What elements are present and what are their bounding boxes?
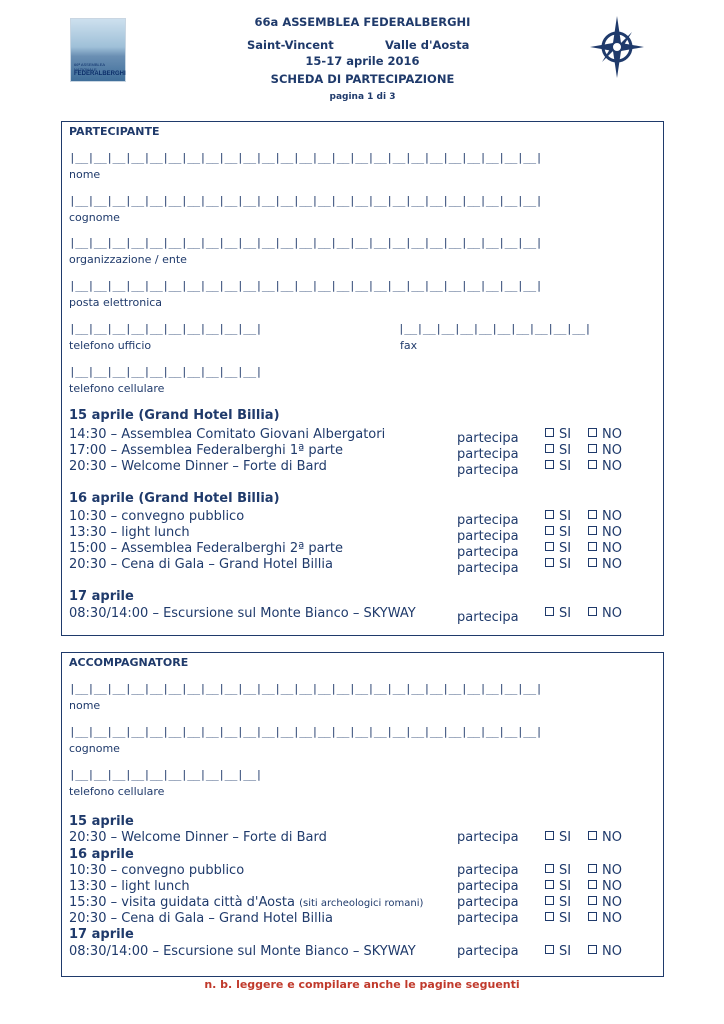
cellulare-field[interactable]: |__|__|__|__|__|__|__|__|__|__| — [69, 365, 262, 378]
page-number: pagina 1 di 3 — [329, 92, 396, 102]
no-label: NO — [602, 830, 622, 845]
si-checkbox[interactable] — [545, 606, 571, 621]
partecipa-label: partecipa — [457, 911, 519, 926]
partecipa-label: partecipa — [457, 431, 519, 446]
no-checkbox[interactable] — [588, 944, 622, 959]
partecipa-label: partecipa — [457, 529, 519, 544]
footer-note: n. b. leggere e compilare anche le pagine seguenti — [204, 978, 520, 991]
checkbox-icon — [588, 880, 597, 889]
checkbox-icon — [588, 912, 597, 921]
no-label: NO — [602, 427, 622, 442]
c-event-visit — [69, 895, 423, 910]
organizzazione-label: organizzazione / ente — [69, 253, 187, 266]
checkbox-icon — [545, 526, 554, 535]
companion-cognome-label: cognome — [69, 742, 120, 755]
partecipa-label: partecipa — [457, 561, 519, 576]
no-label: NO — [602, 557, 622, 572]
checkbox-icon — [588, 896, 597, 905]
checkbox-icon — [588, 864, 597, 873]
si-label: SI — [559, 606, 572, 621]
no-checkbox[interactable] — [588, 830, 622, 845]
p-day1-title: 15 aprile (Grand Hotel Billia) — [69, 408, 280, 423]
si-checkbox[interactable] — [545, 443, 571, 458]
email-field[interactable]: |__|__|__|__|__|__|__|__|__|__|__|__|__|__|__|__|__|__|__|__|__|__|__|__|__| — [69, 279, 542, 292]
si-label: SI — [559, 525, 572, 540]
c-event: 20:30 – Cena di Gala – Grand Hotel Billia — [69, 911, 333, 926]
companion-cellulare-label: telefono cellulare — [69, 785, 165, 798]
no-label: NO — [602, 459, 622, 474]
no-label: NO — [602, 911, 622, 926]
checkbox-icon — [588, 542, 597, 551]
p-event: 10:30 – convegno pubblico — [69, 509, 245, 524]
checkbox-icon — [588, 444, 597, 453]
event-city: Saint-Vincent — [247, 38, 334, 52]
companion-section — [61, 652, 664, 977]
checkbox-icon — [588, 831, 597, 840]
checkbox-icon — [588, 526, 597, 535]
no-label: NO — [602, 443, 622, 458]
si-checkbox[interactable] — [545, 944, 571, 959]
c-event: 10:30 – convegno pubblico — [69, 863, 245, 878]
logo-text — [74, 62, 126, 77]
p-day3-title: 17 aprile — [69, 589, 134, 604]
no-checkbox[interactable] — [588, 509, 622, 524]
no-label: NO — [602, 509, 622, 524]
si-label: SI — [559, 557, 572, 572]
p-day2-title: 16 aprile (Grand Hotel Billia) — [69, 491, 280, 506]
partecipa-label: partecipa — [457, 545, 519, 560]
companion-cognome-field[interactable]: |__|__|__|__|__|__|__|__|__|__|__|__|__|__|__|__|__|__|__|__|__|__|__|__|__| — [69, 725, 542, 738]
si-label: SI — [559, 830, 572, 845]
c-day2-title: 16 aprile — [69, 847, 134, 862]
checkbox-icon — [545, 542, 554, 551]
organizzazione-field[interactable]: |__|__|__|__|__|__|__|__|__|__|__|__|__|__|__|__|__|__|__|__|__|__|__|__|__| — [69, 236, 542, 249]
si-label: SI — [559, 459, 572, 474]
partecipa-label: partecipa — [457, 895, 519, 910]
si-label: SI — [559, 863, 572, 878]
logo-line2: FEDERALBERGHI — [74, 71, 126, 77]
no-checkbox[interactable] — [588, 863, 622, 878]
partecipa-label: partecipa — [457, 944, 519, 959]
choice-row — [457, 606, 519, 625]
partecipa-label: partecipa — [457, 513, 519, 528]
participant-title: PARTECIPANTE — [69, 125, 160, 138]
no-checkbox[interactable] — [588, 427, 622, 442]
companion-title: ACCOMPAGNATORE — [69, 656, 189, 669]
no-label: NO — [602, 879, 622, 894]
p-event: 20:30 – Welcome Dinner – Forte di Bard — [69, 459, 327, 474]
no-checkbox[interactable] — [588, 459, 622, 474]
c-day1-title: 15 aprile — [69, 814, 134, 829]
si-label: SI — [559, 911, 572, 926]
si-checkbox[interactable] — [545, 863, 571, 878]
compass-icon — [588, 14, 646, 80]
checkbox-icon — [545, 896, 554, 905]
si-checkbox[interactable] — [545, 911, 571, 926]
checkbox-icon — [545, 607, 554, 616]
event-region: Valle d'Aosta — [385, 38, 470, 52]
si-checkbox[interactable] — [545, 879, 571, 894]
checkbox-icon — [588, 428, 597, 437]
partecipa-label: partecipa — [457, 463, 519, 478]
partecipa-label: partecipa — [457, 863, 519, 878]
nome-field[interactable]: |__|__|__|__|__|__|__|__|__|__|__|__|__|__|__|__|__|__|__|__|__|__|__|__|__| — [69, 151, 542, 164]
partecipa-label: partecipa — [457, 610, 519, 625]
si-label: SI — [559, 944, 572, 959]
checkbox-icon — [588, 607, 597, 616]
no-checkbox[interactable] — [588, 541, 622, 556]
no-checkbox[interactable] — [588, 525, 622, 540]
companion-nome-label: nome — [69, 699, 101, 712]
no-checkbox[interactable] — [588, 443, 622, 458]
checkbox-icon — [588, 510, 597, 519]
si-checkbox[interactable] — [545, 895, 571, 910]
si-label: SI — [559, 427, 572, 442]
checkbox-icon — [545, 558, 554, 567]
p-event: 20:30 – Cena di Gala – Grand Hotel Billia — [69, 557, 333, 572]
visit-text: 15:30 – visita guidata città d'Aosta — [69, 895, 295, 910]
checkbox-icon — [545, 864, 554, 873]
federalberghi-logo — [70, 18, 126, 82]
no-checkbox[interactable] — [588, 879, 622, 894]
si-label: SI — [559, 895, 572, 910]
checkbox-icon — [545, 945, 554, 954]
no-label: NO — [602, 541, 622, 556]
checkbox-icon — [545, 460, 554, 469]
event-title: 66a ASSEMBLEA FEDERALBERGHI — [254, 15, 471, 29]
checkbox-icon — [545, 912, 554, 921]
si-checkbox[interactable] — [545, 509, 571, 524]
checkbox-icon — [588, 460, 597, 469]
telefono-ufficio-field[interactable]: |__|__|__|__|__|__|__|__|__|__| — [69, 322, 262, 335]
checkbox-icon — [545, 510, 554, 519]
partecipa-label: partecipa — [457, 830, 519, 845]
nome-label: nome — [69, 168, 101, 181]
no-label: NO — [602, 525, 622, 540]
no-checkbox[interactable] — [588, 557, 622, 572]
cellulare-label: telefono cellulare — [69, 382, 165, 395]
no-checkbox[interactable] — [588, 606, 622, 621]
p-event: 17:00 – Assemblea Federalberghi 1ª parte — [69, 443, 344, 458]
c-day3-title: 17 aprile — [69, 927, 134, 942]
cognome-label: cognome — [69, 211, 120, 224]
c-event: 13:30 – light lunch — [69, 879, 190, 894]
no-label: NO — [602, 606, 622, 621]
no-checkbox[interactable] — [588, 911, 622, 926]
p-event: 14:30 – Assemblea Comitato Giovani Albergatori — [69, 427, 386, 442]
si-checkbox[interactable] — [545, 427, 571, 442]
si-label: SI — [559, 879, 572, 894]
cognome-field[interactable]: |__|__|__|__|__|__|__|__|__|__|__|__|__|__|__|__|__|__|__|__|__|__|__|__|__| — [69, 194, 542, 207]
telefono-ufficio-label: telefono ufficio — [69, 339, 152, 352]
partecipa-label: partecipa — [457, 447, 519, 462]
si-checkbox[interactable] — [545, 541, 571, 556]
checkbox-icon — [545, 880, 554, 889]
p-event: 13:30 – light lunch — [69, 525, 190, 540]
partecipa-label: partecipa — [457, 879, 519, 894]
email-label: posta elettronica — [69, 296, 163, 309]
checkbox-icon — [545, 444, 554, 453]
checkbox-icon — [588, 945, 597, 954]
no-label: NO — [602, 944, 622, 959]
checkbox-icon — [588, 558, 597, 567]
p-event: 08:30/14:00 – Escursione sul Monte Bianco – SKYWAY — [69, 606, 416, 621]
fax-label: fax — [400, 339, 418, 352]
si-label: SI — [559, 443, 572, 458]
checkbox-icon — [545, 428, 554, 437]
logo-line1: 66ª ASSEMBLEA NAZIONALE — [74, 62, 105, 72]
p-event: 15:00 – Assemblea Federalberghi 2ª parte — [69, 541, 344, 556]
choice-row — [457, 459, 519, 478]
si-label: SI — [559, 541, 572, 556]
form-title: SCHEDA DI PARTECIPAZIONE — [270, 72, 455, 86]
c-event: 20:30 – Welcome Dinner – Forte di Bard — [69, 830, 327, 845]
companion-cellulare-field[interactable]: |__|__|__|__|__|__|__|__|__|__| — [69, 768, 262, 781]
no-label: NO — [602, 863, 622, 878]
choice-row — [457, 557, 519, 576]
si-label: SI — [559, 509, 572, 524]
si-checkbox[interactable] — [545, 830, 571, 845]
checkbox-icon — [545, 831, 554, 840]
no-checkbox[interactable] — [588, 895, 622, 910]
event-dates: 15-17 aprile 2016 — [305, 54, 420, 68]
companion-nome-field[interactable]: |__|__|__|__|__|__|__|__|__|__|__|__|__|__|__|__|__|__|__|__|__|__|__|__|__| — [69, 682, 542, 695]
c-event: 08:30/14:00 – Escursione sul Monte Bianco – SKYWAY — [69, 944, 416, 959]
si-checkbox[interactable] — [545, 525, 571, 540]
si-checkbox[interactable] — [545, 459, 571, 474]
fax-field[interactable]: |__|__|__|__|__|__|__|__|__|__| — [398, 322, 591, 335]
si-checkbox[interactable] — [545, 557, 571, 572]
no-label: NO — [602, 895, 622, 910]
visit-note: (siti archeologici romani) — [299, 898, 424, 909]
